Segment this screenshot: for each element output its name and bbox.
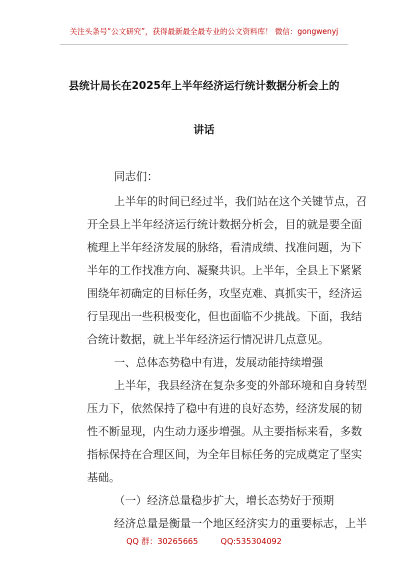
subsection-heading: （一）经济总量稳步扩大，增长态势好于预期 bbox=[114, 494, 334, 507]
paragraph-line: 上半年的时间已经过半，我们站在这个关键节点，召 bbox=[114, 195, 367, 208]
section-heading: 一、总体态势稳中有进，发展动能持续增强 bbox=[114, 356, 323, 369]
footer-qq-number: QQ:535304092 bbox=[220, 537, 282, 546]
paragraph-line: 基础。 bbox=[87, 471, 120, 484]
footer-contact bbox=[0, 536, 408, 547]
paragraph-line: 半年的工作找准方向、凝聚共识。上半年，全县上下紧紧 bbox=[87, 264, 362, 277]
paragraph-line: 指标保持在合理区间，为全年目标任务的完成奠定了坚实 bbox=[87, 448, 362, 461]
document-title-line-1: 县统计局长在2025年上半年经济运行统计数据分析会上的 bbox=[68, 80, 340, 92]
paragraph-line: 围绕年初确定的目标任务，攻坚克难、真抓实干，经济运 bbox=[87, 287, 362, 300]
paragraph-line: 开全县上半年经济运行统计数据分析会，目的就是要全面 bbox=[87, 218, 362, 231]
paragraph-line: 行呈现出一些积极变化，但也面临不少挑战。下面，我结 bbox=[87, 310, 362, 323]
salutation: 同志们： bbox=[114, 170, 158, 183]
paragraph-line: 压力下，依然保持了稳中有进的良好态势，经济发展的韧 bbox=[87, 402, 362, 415]
footer-qq-group: QQ 群：30265665 bbox=[126, 537, 199, 546]
header-divider bbox=[60, 44, 348, 45]
paragraph-line: 性不断显现，内生动力逐步增强。从主要指标来看，多数 bbox=[87, 425, 362, 438]
paragraph-line: 梳理上半年经济发展的脉络，看清成绩、找准问题，为下 bbox=[87, 241, 362, 254]
paragraph-line: 合统计数据，就上半年经济运行情况讲几点意见。 bbox=[87, 333, 329, 346]
paragraph-line: 上半年，我县经济在复杂多变的外部环境和自身转型 bbox=[114, 379, 367, 392]
header-promo-text: 关注头条号“公文研究”，获得最新最全最专业的公文资料库！ 微信：gongwenyj bbox=[69, 27, 339, 36]
document-title-line-2: 讲话 bbox=[193, 124, 215, 136]
paragraph-line: 经济总量是衡量一个地区经济实力的重要标志，上半 bbox=[114, 517, 367, 530]
